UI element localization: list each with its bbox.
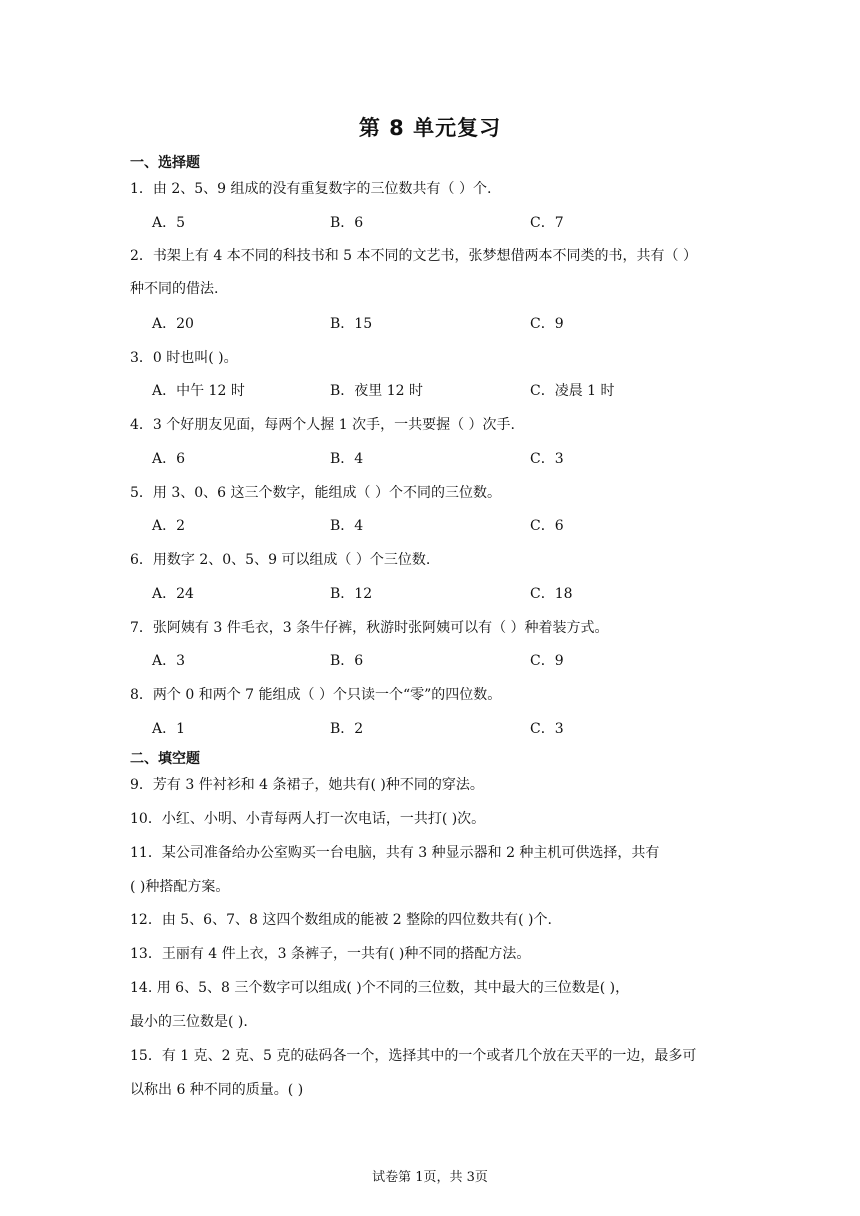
question-12: 12．由 5、6、7、8 这四个数组成的能被 2 整除的四位数共有( )个. <box>130 912 552 928</box>
question-2-option-a: A．20 <box>152 316 194 332</box>
question-5-option-b: B．4 <box>330 518 364 534</box>
question-1: 1．由 2、5、9 组成的没有重复数字的三位数共有（ ）个. <box>130 181 492 197</box>
question-3-option-a: A．中午 12 时 <box>152 383 245 399</box>
question-13: 13．王丽有 4 件上衣，3 条裤子，一共有( )种不同的搭配方法。 <box>130 946 531 962</box>
question-5-option-a: A．2 <box>152 518 186 534</box>
question-1-option-a: A．5 <box>152 215 186 231</box>
question-11-continued: ( )种搭配方案。 <box>130 879 230 895</box>
question-2-continued: 种不同的借法. <box>130 281 219 297</box>
question-9: 9．芳有 3 件衬衫和 4 条裙子，她共有( )种不同的穿法。 <box>130 777 484 793</box>
question-8-option-c: C．3 <box>530 721 564 737</box>
question-11: 11．某公司准备给办公室购买一台电脑，共有 3 种显示器和 2 种主机可供选择，共有 <box>130 845 660 861</box>
question-10: 10．小红、小明、小青每两人打一次电话，一共打( )次。 <box>130 811 486 827</box>
page-footer: 试卷第 1页，共 3页 <box>372 1170 488 1185</box>
question-6-option-b: B．12 <box>330 586 373 602</box>
question-6: 6．用数字 2、0、5、9 可以组成（ ）个三位数. <box>130 552 431 568</box>
question-3: 3．0 时也叫( )。 <box>130 350 238 366</box>
question-15: 15．有 1 克、2 克、5 克的砝码各一个，选择其中的一个或者几个放在天平的一边，最多可 <box>130 1048 697 1064</box>
question-7-option-b: B．6 <box>330 653 364 669</box>
question-3-option-c: C．凌晨 1 时 <box>530 383 615 399</box>
question-3-option-b: B．夜里 12 时 <box>330 383 424 399</box>
question-8-option-a: A．1 <box>152 721 186 737</box>
question-14-continued: 最小的三位数是( ). <box>130 1014 248 1030</box>
question-4-option-a: A．6 <box>152 451 186 467</box>
question-8-option-b: B．2 <box>330 721 364 737</box>
question-6-option-c: C．18 <box>530 586 573 602</box>
question-14: 14. 用 6、5、8 三个数字可以组成( )个不同的三位数，其中最大的三位数是( )， <box>130 980 630 996</box>
section-heading-fill: 二、填空题 <box>130 751 200 767</box>
question-7-option-a: A．3 <box>152 653 186 669</box>
question-2-option-b: B．15 <box>330 316 373 332</box>
section-heading-choice: 一、选择题 <box>130 155 200 171</box>
question-1-option-c: C．7 <box>530 215 564 231</box>
question-5-option-c: C．6 <box>530 518 564 534</box>
question-5: 5．用 3、0、6 这三个数字，能组成（ ）个不同的三位数。 <box>130 485 501 501</box>
question-4-option-c: C．3 <box>530 451 564 467</box>
question-6-option-a: A．24 <box>152 586 194 602</box>
question-4-option-b: B．4 <box>330 451 364 467</box>
question-1-option-b: B．6 <box>330 215 364 231</box>
question-4: 4．3 个好朋友见面，每两个人握 1 次手，一共要握（ ）次手. <box>130 417 515 433</box>
question-8: 8．两个 0 和两个 7 能组成（ ）个只读一个“零”的四位数。 <box>130 687 502 703</box>
question-7: 7．张阿姨有 3 件毛衣，3 条牛仔裤，秋游时张阿姨可以有（ ）种着装方式。 <box>130 620 609 636</box>
question-7-option-c: C．9 <box>530 653 564 669</box>
question-2-option-c: C．9 <box>530 316 564 332</box>
page-title: 第 8 单元复习 <box>358 116 502 140</box>
question-2: 2．书架上有 4 本不同的科技书和 5 本不同的文艺书，张梦想借两本不同类的书，共有（ ） <box>130 248 697 264</box>
question-15-continued: 以称出 6 种不同的质量。( ) <box>130 1082 304 1098</box>
